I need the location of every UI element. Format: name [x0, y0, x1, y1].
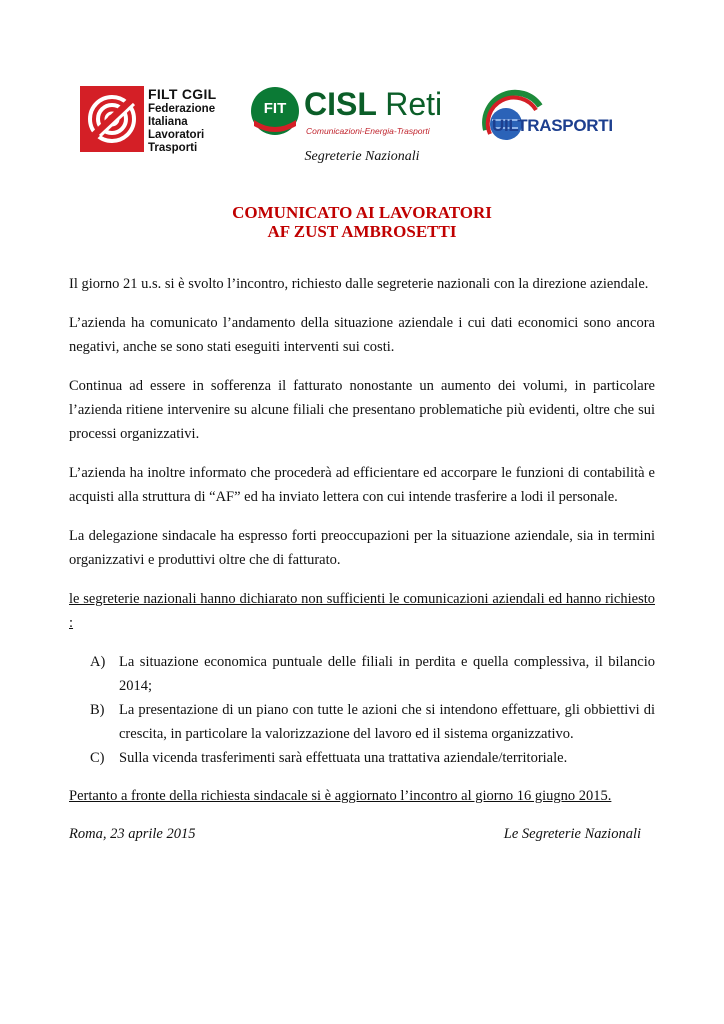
header-subtitle: Segreterie Nazionali	[304, 149, 420, 164]
request-list	[69, 650, 655, 770]
closing-statement: Pertanto a fronte della richiesta sindacale si è aggiornato l’incontro al giorno 16 giugno 2015.	[69, 788, 612, 804]
list-item	[69, 650, 655, 698]
document-body	[69, 272, 655, 823]
fit-cisl-emblem-icon	[250, 86, 300, 136]
footer	[69, 826, 641, 843]
list-item	[69, 698, 655, 746]
filt-cgil-emblem-icon	[80, 86, 144, 152]
filt-cgil-logo-line: Italiana	[148, 116, 188, 128]
list-item-label: B)	[90, 702, 105, 718]
cisl-name: CISL	[304, 86, 377, 122]
uiltrasporti-wordmark: UILTRASPORTI	[492, 116, 613, 135]
list-item-label: A)	[90, 654, 106, 670]
list-item	[69, 746, 655, 770]
fit-badge-text: FIT	[263, 100, 287, 117]
document-title	[0, 203, 724, 241]
logo-header	[0, 80, 724, 160]
request-intro: le segreterie nazionali hanno dichiarato non sufficienti le comunicazioni aziendali ed hanno richiesto :	[69, 591, 655, 631]
filt-cgil-logo-title: FILT CGIL	[148, 86, 217, 102]
body-paragraph: L’azienda ha comunicato l’andamento della situazione aziendale i cui dati economici sono ancora negativi, anche se sono stati eseguiti interventi sui costi.	[69, 315, 655, 355]
cisl-tagline: Comunicazioni-Energia-Trasporti	[306, 126, 430, 136]
filt-cgil-logo-line: Lavoratori	[148, 129, 205, 141]
filt-cgil-logo-line: Federazione	[148, 103, 216, 115]
cisl-reti-wordmark	[304, 86, 442, 122]
list-item-text: La presentazione di un piano con tutte le azioni che si intendono effettuare, gli obbiettivi di crescita, in particolare la valorizzazione del lavoro ed il sistema organizzativo.	[119, 702, 655, 742]
reti-name: Reti	[385, 86, 443, 122]
body-paragraph: L’azienda ha inoltre informato che procederà ad efficientare ed accorpare le funzioni di contabilità e acquisti alla struttura di “AF” ed ha inviato lettera con cui intende trasferire a lodi il personale.	[69, 465, 655, 505]
filt-cgil-logo-text	[148, 86, 228, 155]
list-item-label: C)	[90, 750, 105, 766]
title-line: COMUNICATO AI LAVORATORI	[232, 203, 492, 222]
signature: Le Segreterie Nazionali	[503, 826, 641, 842]
filt-cgil-logo	[80, 86, 225, 152]
body-paragraph: Continua ad essere in sofferenza il fatturato nonostante un aumento dei volumi, in particolare l’azienda ritiene intervenire su alcune filiali che presentano problematiche più evidenti, oltre che sui processi organizzativi.	[69, 378, 655, 442]
filt-cgil-logo-line: Trasporti	[148, 142, 198, 154]
body-paragraph: La delegazione sindacale ha espresso forti preoccupazioni per la situazione aziendale, sia in termini organizzativi e produttivi oltre che di fatturato.	[69, 528, 655, 568]
list-item-text: Sulla vicenda trasferimenti sarà effettuata una trattativa aziendale/territoriale.	[119, 750, 568, 766]
uiltrasporti-logo	[478, 86, 643, 152]
place-date: Roma, 23 aprile 2015	[69, 826, 196, 842]
body-paragraph: Il giorno 21 u.s. si è svolto l’incontro, richiesto dalle segreterie nazionali con la direzione aziendale.	[69, 276, 649, 292]
fit-cisl-reti-logo	[250, 86, 450, 152]
title-line: AF ZUST AMBROSETTI	[267, 222, 457, 241]
list-item-text: La situazione economica puntuale delle filiali in perdita e quella complessiva, il bilancio 2014;	[119, 654, 655, 694]
